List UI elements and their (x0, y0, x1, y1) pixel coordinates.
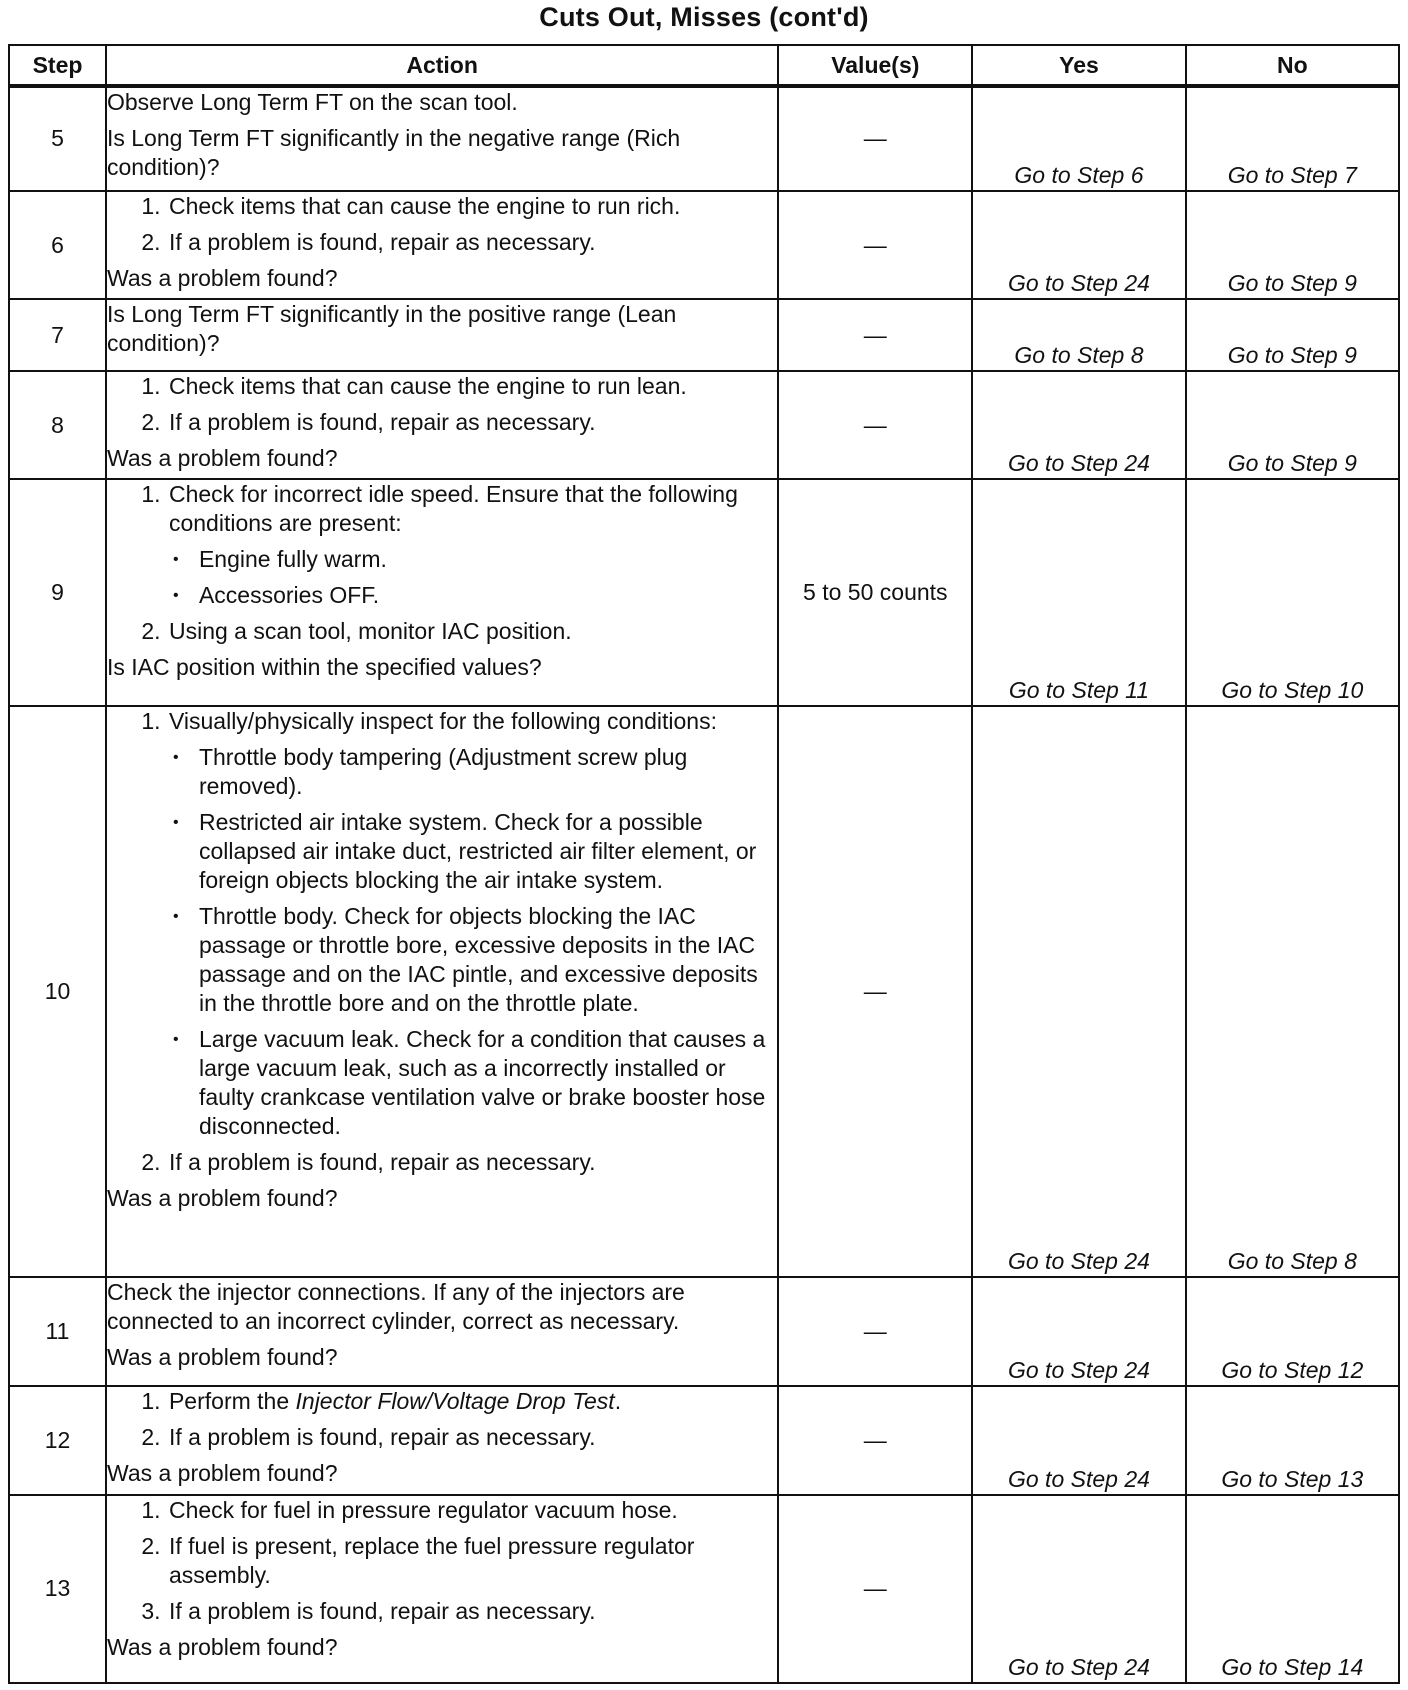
table-row (9, 1495, 1399, 1683)
no-cell: Go to Step 12 (1186, 1277, 1399, 1386)
action-item: 1. Check items that can cause the engine to run rich. (167, 192, 777, 221)
action-item: 2. If a problem is found, repair as necessary. (167, 1423, 777, 1452)
action-cell (106, 371, 778, 480)
condition-item: • Accessories OFF. (199, 581, 777, 610)
action-cell (106, 1386, 778, 1495)
action-item (167, 480, 777, 610)
condition-item: • Throttle body tampering (Adjustment screw plug removed). (199, 743, 777, 801)
test-name: Injector Flow/Voltage Drop Test (295, 1387, 615, 1414)
yes-cell: Go to Step 11 (972, 479, 1185, 705)
action-cell (106, 191, 778, 300)
action-list (107, 1387, 777, 1452)
action-cell (106, 479, 778, 705)
header-action: Action (106, 45, 778, 86)
condition-item: • Restricted air intake system. Check for a possible collapsed air intake duct, restricted air filter element, or foreign objects blocking the air intake system. (199, 808, 777, 895)
no-cell: Go to Step 7 (1186, 86, 1399, 191)
page-title: Cuts Out, Misses (cont'd) (539, 2, 869, 32)
table-row (9, 191, 1399, 300)
yes-cell: Go to Step 6 (972, 86, 1185, 191)
value-cell: — (778, 1386, 972, 1495)
action-list (107, 192, 777, 257)
action-list (107, 480, 777, 646)
value-cell: — (778, 86, 972, 191)
action-cell (106, 1277, 778, 1386)
table-row (9, 86, 1399, 191)
action-item-text: . (614, 1387, 622, 1414)
value-cell: — (778, 1495, 972, 1683)
table-row (9, 299, 1399, 370)
value-cell: 5 to 50 counts (778, 479, 972, 705)
action-question: Is Long Term FT significantly in the positive range (Lean condition)? (106, 301, 677, 357)
yes-cell: Go to Step 24 (972, 371, 1185, 480)
condition-item: • Throttle body. Check for objects blocking the IAC passage or throttle bore, excessive deposits in the IAC passage and on the IAC pintle, and excessive deposits in the throttle bore and on the throttle plate. (199, 902, 777, 1018)
action-cell (106, 706, 778, 1277)
step-number: 12 (9, 1386, 106, 1495)
no-cell: Go to Step 13 (1186, 1386, 1399, 1495)
action-item-text: Perform the (168, 1387, 296, 1414)
no-cell: Go to Step 9 (1186, 371, 1399, 480)
no-cell: Go to Step 14 (1186, 1495, 1399, 1683)
action-item: 2. If a problem is found, repair as necessary. (167, 408, 777, 437)
header-row (9, 45, 1399, 86)
diagnostic-table (8, 44, 1400, 1684)
header-no: No (1186, 45, 1399, 86)
table-row (9, 479, 1399, 705)
action-item-text: Visually/physically inspect for the following conditions: (168, 707, 717, 734)
action-item: 2. Using a scan tool, monitor IAC position. (167, 617, 777, 646)
yes-cell: Go to Step 8 (972, 299, 1185, 370)
table-row (9, 1386, 1399, 1495)
action-text: Observe Long Term FT on the scan tool. (106, 89, 518, 115)
action-item: 3. If a problem is found, repair as necessary. (167, 1597, 777, 1626)
value-cell: — (778, 191, 972, 300)
action-item (167, 707, 777, 1141)
action-item: 1. Check for fuel in pressure regulator vacuum hose. (167, 1496, 777, 1525)
action-cell (106, 299, 778, 370)
condition-item: • Large vacuum leak. Check for a condition that causes a large vacuum leak, such as a incorrectly installed or faulty crankcase ventilation valve or brake booster hose disconnected. (199, 1025, 777, 1141)
yes-cell: Go to Step 24 (972, 1277, 1185, 1386)
value-cell: — (778, 706, 972, 1277)
action-question: Was a problem found? (106, 264, 338, 291)
yes-cell: Go to Step 24 (972, 1495, 1185, 1683)
action-question: Is IAC position within the specified values? (106, 654, 542, 681)
action-list (107, 1496, 777, 1626)
step-number: 13 (9, 1495, 106, 1683)
action-question: Was a problem found? (106, 1633, 338, 1660)
condition-list (169, 743, 777, 1141)
table-row (9, 371, 1399, 480)
step-number: 10 (9, 706, 106, 1277)
no-cell: Go to Step 10 (1186, 479, 1399, 705)
condition-list (169, 545, 777, 610)
header-yes: Yes (972, 45, 1185, 86)
action-list (107, 372, 777, 437)
action-item (167, 1387, 777, 1416)
action-question: Was a problem found? (106, 1343, 338, 1370)
action-question: Was a problem found? (106, 444, 338, 471)
action-question: Was a problem found? (106, 1184, 338, 1211)
header-values: Value(s) (778, 45, 972, 86)
action-text: Check the injector connections. If any of the injectors are connected to an incorrect cylinder, correct as necessary. (106, 1278, 685, 1334)
action-item-text: Check for incorrect idle speed. Ensure that the following conditions are present: (168, 481, 738, 537)
no-cell: Go to Step 9 (1186, 191, 1399, 300)
yes-cell: Go to Step 24 (972, 1386, 1185, 1495)
no-cell: Go to Step 8 (1186, 706, 1399, 1277)
table-row (9, 706, 1399, 1277)
yes-cell: Go to Step 24 (972, 706, 1185, 1277)
value-cell: — (778, 299, 972, 370)
step-number: 9 (9, 479, 106, 705)
action-item: 2. If fuel is present, replace the fuel pressure regulator assembly. (167, 1532, 777, 1590)
action-question: Was a problem found? (106, 1459, 338, 1486)
action-item: 2. If a problem is found, repair as necessary. (167, 1148, 777, 1177)
step-number: 6 (9, 191, 106, 300)
no-cell: Go to Step 9 (1186, 299, 1399, 370)
table-row (9, 1277, 1399, 1386)
condition-item: • Engine fully warm. (199, 545, 777, 574)
action-cell (106, 1495, 778, 1683)
action-list (107, 707, 777, 1177)
value-cell: — (778, 371, 972, 480)
step-number: 5 (9, 86, 106, 191)
step-number: 7 (9, 299, 106, 370)
yes-cell: Go to Step 24 (972, 191, 1185, 300)
step-number: 11 (9, 1277, 106, 1386)
step-number: 8 (9, 371, 106, 480)
value-cell: — (778, 1277, 972, 1386)
action-question: Is Long Term FT significantly in the negative range (Rich condition)? (106, 125, 681, 180)
action-cell (106, 86, 778, 191)
header-step: Step (9, 45, 106, 86)
action-item: 1. Check items that can cause the engine to run lean. (167, 372, 777, 401)
action-item: 2. If a problem is found, repair as necessary. (167, 228, 777, 257)
